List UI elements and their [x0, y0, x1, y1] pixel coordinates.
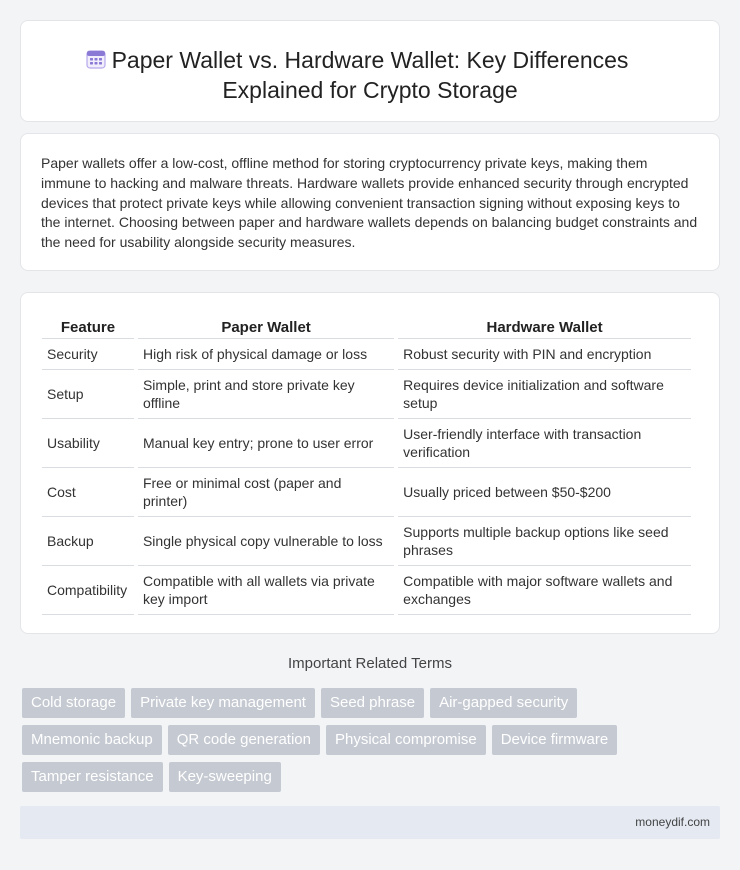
- footer-site-link[interactable]: moneydif.com: [635, 815, 710, 829]
- paper-cell: Simple, print and store private key offline: [138, 370, 394, 419]
- term-tag[interactable]: QR code generation: [168, 725, 320, 755]
- hardware-cell: User-friendly interface with transaction verification: [398, 419, 691, 468]
- term-tag[interactable]: Tamper resistance: [22, 762, 163, 792]
- related-terms-heading: Important Related Terms: [288, 655, 452, 672]
- hardware-cell: Requires device initialization and software setup: [398, 370, 691, 419]
- term-tag[interactable]: Physical compromise: [326, 725, 486, 755]
- paper-cell: Single physical copy vulnerable to loss: [138, 517, 394, 566]
- intro-card: [20, 133, 720, 271]
- title-card: [20, 20, 720, 122]
- paper-cell: Manual key entry; prone to user error: [138, 419, 394, 468]
- feature-cell: Setup: [42, 370, 134, 419]
- header-feature: Feature: [42, 315, 134, 339]
- hardware-cell: Supports multiple backup options like seed phrases: [398, 517, 691, 566]
- table-row: [42, 566, 691, 615]
- comparison-table-card: [20, 292, 720, 634]
- table-row: [42, 370, 691, 419]
- feature-cell: Compatibility: [42, 566, 134, 615]
- table-row: [42, 468, 691, 517]
- table-row: [42, 419, 691, 468]
- feature-cell: Security: [42, 339, 134, 370]
- feature-cell: Cost: [42, 468, 134, 517]
- page-title-line-2: Explained for Crypto Storage: [222, 77, 518, 103]
- term-tag[interactable]: Air-gapped security: [430, 688, 577, 718]
- hardware-cell: Usually priced between $50-$200: [398, 468, 691, 517]
- hardware-cell: Robust security with PIN and encryption: [398, 339, 691, 370]
- term-tag[interactable]: Device firmware: [492, 725, 618, 755]
- feature-cell: Backup: [42, 517, 134, 566]
- term-tag[interactable]: Cold storage: [22, 688, 125, 718]
- comparison-table: [38, 315, 695, 615]
- paper-cell: Free or minimal cost (paper and printer): [138, 468, 394, 517]
- related-terms-list: [22, 688, 712, 792]
- intro-paragraph: Paper wallets offer a low-cost, offline method for storing cryptocurrency private keys, making them immune to hacking and malware threats. Hardware wallets provide enhanced security through encrypted devices that protect private keys while allowing convenient transaction signing without exposing keys to the internet. Choosing between paper and hardware wallets depends on balancing budget constraints and the need for usability alongside security measures.: [41, 155, 698, 251]
- table-row: [42, 517, 691, 566]
- table-row: [42, 339, 691, 370]
- hardware-cell: Compatible with major software wallets and exchanges: [398, 566, 691, 615]
- footer-bar: [20, 806, 720, 839]
- term-tag[interactable]: Seed phrase: [321, 688, 424, 718]
- paper-cell: High risk of physical damage or loss: [138, 339, 394, 370]
- header-paper-wallet: Paper Wallet: [138, 315, 394, 339]
- header-hardware-wallet: Hardware Wallet: [398, 315, 691, 339]
- paper-cell: Compatible with all wallets via private key import: [138, 566, 394, 615]
- feature-cell: Usability: [42, 419, 134, 468]
- page-title-line-1: Paper Wallet vs. Hardware Wallet: Key Differences: [111, 47, 629, 73]
- term-tag[interactable]: Key-sweeping: [169, 762, 281, 792]
- term-tag[interactable]: Mnemonic backup: [22, 725, 162, 755]
- page-title: [21, 45, 719, 105]
- term-tag[interactable]: Private key management: [131, 688, 315, 718]
